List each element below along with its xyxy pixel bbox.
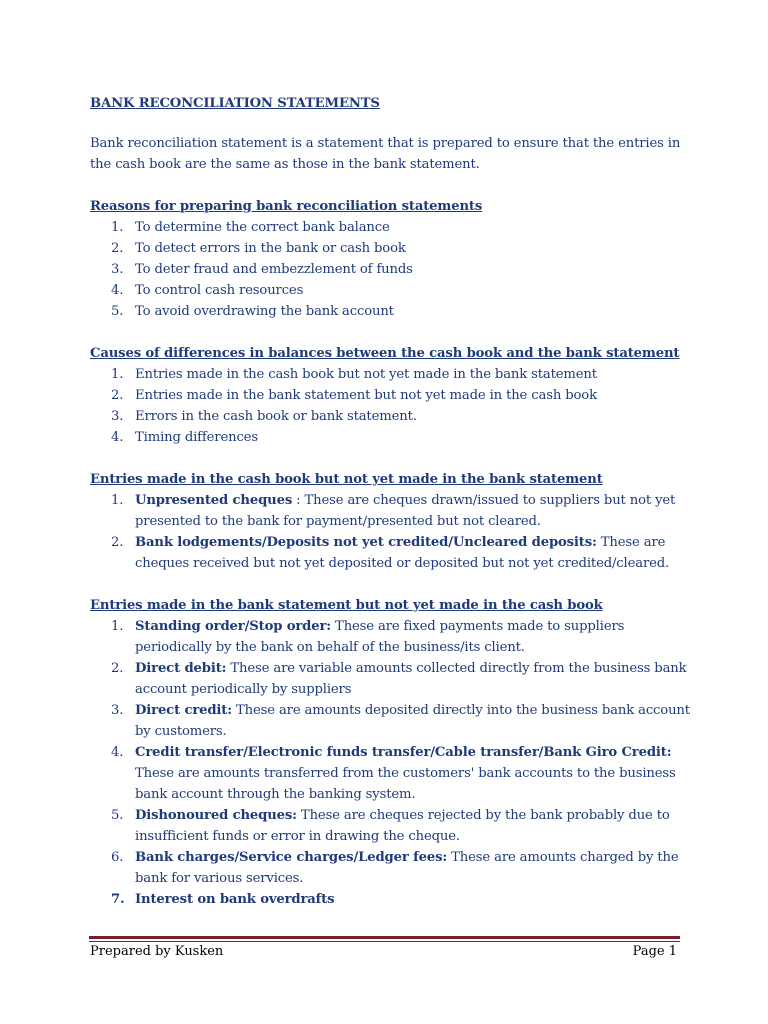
section-heading-reasons: Reasons for preparing bank reconciliation statements [90, 199, 483, 214]
list-number: 5. [111, 304, 124, 319]
list-number: 2. [111, 535, 124, 550]
list-number: 4. [111, 283, 124, 298]
list-item-term: Credit transfer/Electronic funds transfer/Cable transfer/Bank Giro Credit: [135, 745, 672, 760]
document-body [90, 93, 690, 910]
list-item [90, 385, 690, 406]
list-item-text: These are amounts charged by the bank for various services. [135, 850, 679, 886]
list-item-term: Standing order/Stop order: [135, 619, 331, 634]
list-number: 2. [111, 661, 124, 676]
list-item-term: Dishonoured cheques: [135, 808, 297, 823]
list-number: 1. [111, 367, 124, 382]
list-item [90, 259, 690, 280]
list-item-term: Unpresented cheques [135, 493, 293, 508]
list-item-term: Direct credit: [135, 703, 232, 718]
section-heading-causes: Causes of differences in balances between the cash book and the bank statement [90, 346, 680, 361]
list-item-text: To avoid overdrawing the bank account [135, 304, 394, 319]
list-item-text: Entries made in the bank statement but not yet made in the cash book [135, 388, 597, 403]
list-item-text: To detect errors in the bank or cash book [135, 241, 406, 256]
list-number: 6. [111, 850, 124, 865]
list-item-text: To control cash resources [135, 283, 304, 298]
list-item [90, 805, 690, 847]
list-item-text: These are amounts transferred from the customers' bank accounts to the business bank account through the banking system. [135, 766, 676, 802]
list-item [90, 658, 690, 700]
list-item [90, 889, 690, 910]
list-item [90, 532, 690, 574]
list-item-term: Interest on bank overdrafts [135, 892, 335, 907]
list-number: 4. [111, 745, 124, 760]
list-item-term: Bank charges/Service charges/Ledger fees: [135, 850, 448, 865]
list-item [90, 700, 690, 742]
list-item [90, 406, 690, 427]
list-bank-statement-entries [90, 616, 690, 910]
footer-rule-thin [89, 941, 680, 942]
list-item-text: To determine the correct bank balance [135, 220, 390, 235]
list-item-text: These are cheques rejected by the bank probably due to insufficient funds or error in drawing the cheque. [135, 808, 670, 844]
list-item [90, 742, 690, 805]
list-item-text: Timing differences [135, 430, 258, 445]
intro-paragraph: Bank reconciliation statement is a statement that is prepared to ensure that the entries in the cash book are the same as those in the bank statement. [90, 136, 681, 172]
list-number: 1. [111, 619, 124, 634]
list-item-text: These are fixed payments made to suppliers periodically by the bank on behalf of the business/its client. [135, 619, 625, 655]
section-heading-bank-statement-entries: Entries made in the bank statement but not yet made in the cash book [90, 598, 603, 613]
list-item-term: Direct debit: [135, 661, 227, 676]
list-number: 5. [111, 808, 124, 823]
list-item [90, 427, 690, 448]
list-cash-book-entries [90, 490, 690, 574]
list-item [90, 217, 690, 238]
list-number: 1. [111, 493, 124, 508]
list-item-text: Errors in the cash book or bank statement. [135, 409, 417, 424]
list-item-text: Entries made in the cash book but not yet made in the bank statement [135, 367, 597, 382]
list-number: 2. [111, 388, 124, 403]
footer-author: Prepared by Kusken [90, 944, 224, 959]
list-item-term: Bank lodgements/Deposits not yet credited/Uncleared deposits: [135, 535, 597, 550]
list-number: 4. [111, 430, 124, 445]
list-item-text: To deter fraud and embezzlement of funds [135, 262, 413, 277]
list-causes [90, 364, 690, 448]
list-item [90, 301, 690, 322]
section-heading-cash-book-entries: Entries made in the cash book but not yet made in the bank statement [90, 472, 603, 487]
list-item [90, 847, 690, 889]
list-number: 3. [111, 409, 124, 424]
list-number: 2. [111, 241, 124, 256]
list-item-text: These are variable amounts collected directly from the business bank account periodically by suppliers [135, 661, 687, 697]
list-item [90, 490, 690, 532]
list-item-text: : These are cheques drawn/issued to suppliers but not yet presented to the bank for payment/presented but not cleared. [135, 493, 676, 529]
footer-page-number: Page 1 [632, 944, 677, 959]
list-item [90, 616, 690, 658]
list-item-text: These are cheques received but not yet deposited or deposited but not yet credited/cleared. [135, 535, 670, 571]
footer-rule [89, 936, 680, 939]
list-item-text: These are amounts deposited directly into the business bank account by customers. [135, 703, 690, 739]
list-number: 3. [111, 703, 124, 718]
list-number: 1. [111, 220, 124, 235]
list-item [90, 238, 690, 259]
list-item [90, 364, 690, 385]
list-item [90, 280, 690, 301]
list-number: 7. [111, 892, 125, 907]
list-number: 3. [111, 262, 124, 277]
document-title: BANK RECONCILIATION STATEMENTS [90, 96, 380, 111]
list-reasons [90, 217, 690, 322]
